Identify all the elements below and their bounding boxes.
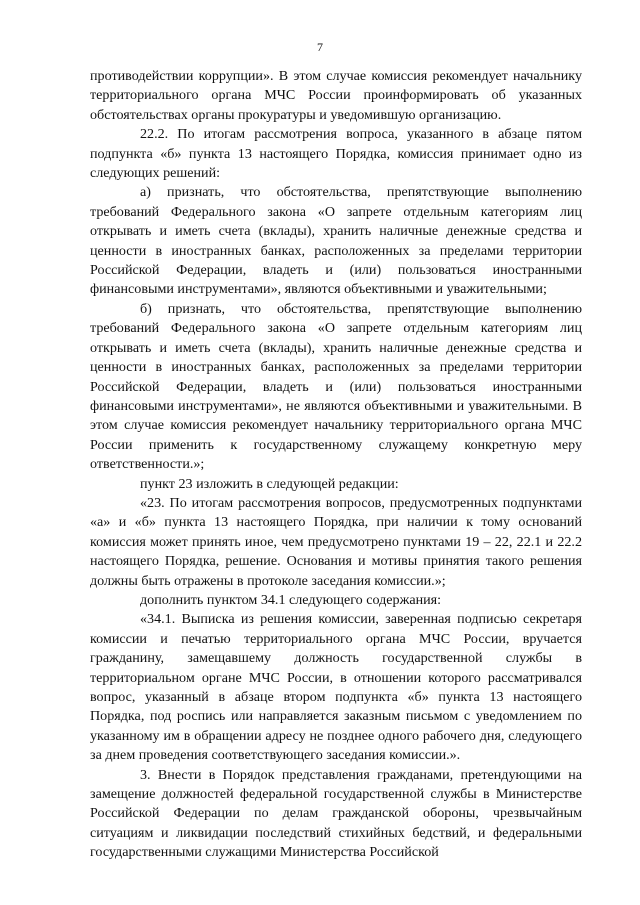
paragraph: 3. Внести в Порядок представления гражданами, претендующими на замещение должностей федеральной государственной службы в Министерстве Российской Федерации по делам гражданской обороны, чрезвычайным ситуациям и ликвидации последствий стихийных бедствий, и федеральными государственными служащими Министерства Российской xyxy=(90,766,582,861)
paragraph: противодействии коррупции». В этом случае комиссия рекомендует начальнику территориального органа МЧС России проинформировать об указанных обстоятельствах органы прокуратуры и уведомившую организацию. xyxy=(90,68,582,123)
paragraph: «34.1. Выписка из решения комиссии, заверенная подписью секретаря комиссии и печатью территориального органа МЧС России, вручается гражданину, замещавшему должность государственной службы в территориальном органе МЧС России, в отношении которого рассматривался вопрос, указанный в абзаце втором подпункта «б» пункта 13 настоящего Порядка, под роспись или направляется заказным письмом с уведомлением по указанному им в обращении адресу не позднее одного рабочего дня, следующего за днем проведения соответствующего заседания комиссии.». xyxy=(90,611,582,764)
paragraph: «23. По итогам рассмотрения вопросов, предусмотренных подпунктами «а» и «б» пункта 13 настоящего Порядка, при наличии к тому оснований комиссия может принять иное, чем предусмотрено пунктами 19 – 22, 22.1 и 22.2 настоящего Порядка, решение. Основания и мотивы принятия такого решения должны быть отражены в протоколе заседания комиссии.»; xyxy=(90,494,582,589)
paragraph: б) признать, что обстоятельства, препятствующие выполнению требований Федерального закона «О запрете отдельным категориям лиц открывать и иметь счета (вклады), хранить наличные денежные средства и ценности в иностранных банках, расположенных за пределами территории Российской Федерации, владеть и (или) пользоваться иностранными финансовыми инструментами», не являются объективными и уважительными. В этом случае комиссия рекомендует начальнику территориального органа МЧС России применить к государственному служащему конкретную меру ответственности.»; xyxy=(90,300,582,473)
paragraph: дополнить пунктом 34.1 следующего содержания: xyxy=(140,591,442,608)
paragraph: пункт 23 изложить в следующей редакции: xyxy=(140,475,399,492)
paragraph: а) признать, что обстоятельства, препятствующие выполнению требований Федерального закона «О запрете отдельным категориям лиц открывать и иметь счета (вклады), хранить наличные денежные средства и ценности в иностранных банках, расположенных за пределами территории Российской Федерации, владеть и (или) пользоваться иностранными финансовыми инструментами», являются объективными и уважительными; xyxy=(90,184,582,298)
page-number: 7 xyxy=(317,40,323,54)
document-body xyxy=(90,67,582,863)
paragraph: 22.2. По итогам рассмотрения вопроса, указанного в абзаце пятом подпункта «б» пункта 13 настоящего Порядка, комиссия принимает одно из следующих решений: xyxy=(90,126,582,182)
